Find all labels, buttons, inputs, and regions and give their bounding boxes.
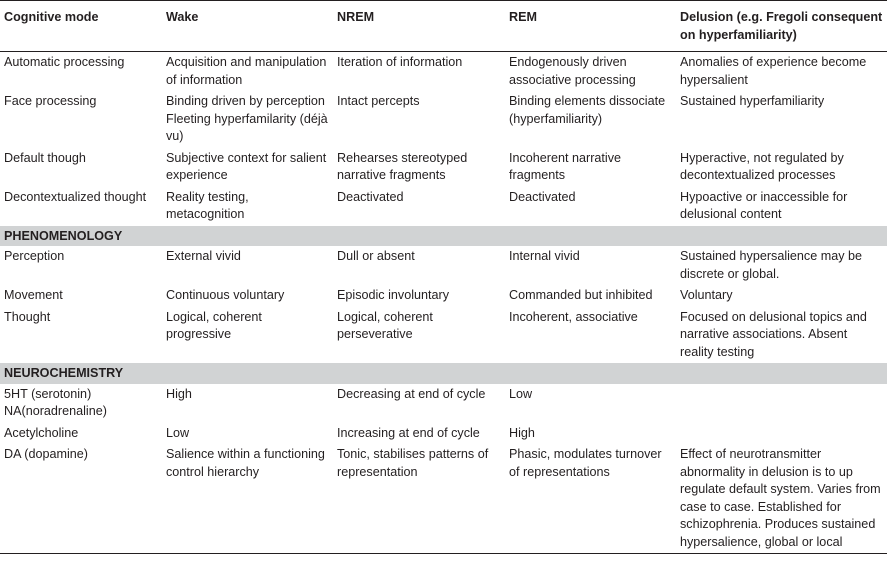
table-cell: Acetylcholine [4, 425, 79, 440]
header-cognitive-mode: Cognitive mode [0, 1, 162, 52]
table-cell: Commanded but inhibited [509, 288, 653, 302]
table-row [0, 444, 887, 554]
table-cell: Default though [4, 150, 86, 165]
table-cell: Phasic, modulates turnover of representations [505, 444, 676, 554]
table-cell: Internal vivid [509, 249, 580, 263]
table-row [0, 285, 887, 307]
table-cell: Acquisition and manipulation of information [166, 55, 327, 87]
table-cell: Automatic processing [4, 55, 125, 69]
table-row [0, 52, 887, 92]
table-cell: Continuous voluntary [166, 288, 285, 302]
table-cell: Binding elements dissociate (hyperfamiliarity) [509, 94, 666, 126]
table-cell: Sustained hypersalience may be discrete or global. [680, 249, 863, 281]
table-cell: Voluntary [680, 288, 733, 302]
table-cell: Focused on delusional topics and narrative associations. Absent reality testing [680, 309, 867, 359]
table-cell: Iteration of information [337, 55, 463, 69]
table-row [0, 384, 887, 423]
header-delusion: Delusion (e.g. Fregoli consequent on hyperfamiliarity) [676, 1, 887, 52]
table-row [0, 148, 887, 187]
table-cell: Binding driven by perception Fleeting hyperfamilarity (déjà vu) [166, 94, 328, 143]
header-wake: Wake [162, 1, 333, 52]
table-cell: Deactivated [337, 189, 404, 204]
section-title: PHENOMENOLOGY [0, 226, 887, 247]
table-cell: Hyperactive, not regulated by decontextualized processes [680, 150, 844, 182]
table-cell: Reality testing, metacognition [166, 189, 249, 221]
table-cell: Incoherent narrative fragments [509, 150, 622, 182]
table-cell: Intact percepts [337, 94, 420, 108]
table-cell: Logical, coherent perseverative [337, 309, 433, 341]
table-cell: Logical, coherent progressive [166, 309, 262, 341]
table-cell: Movement [4, 288, 63, 302]
section-header-phenomenology [0, 226, 887, 247]
table-cell: Dull or absent [337, 249, 415, 263]
table-row [0, 246, 887, 285]
table-row [0, 423, 887, 445]
table-row [0, 91, 887, 148]
table-cell: High [166, 386, 192, 401]
table-cell: Salience within a functioning control hierarchy [162, 444, 333, 554]
table-cell: Hypoactive or inaccessible for delusional content [680, 189, 848, 221]
table-cell [676, 423, 887, 445]
table-cell: Rehearses stereotyped narrative fragments [337, 150, 468, 182]
table-cell: Increasing at end of cycle [337, 425, 480, 440]
header-row [0, 1, 887, 52]
table-cell: Endogenously driven associative processing [509, 55, 636, 87]
table-cell: Low [166, 425, 190, 440]
table-cell: Low [509, 386, 533, 401]
table-cell: Deactivated [509, 189, 576, 204]
table-cell: Anomalies of experience become hypersalient [680, 55, 867, 87]
header-nrem: NREM [333, 1, 505, 52]
table-cell: High [509, 425, 535, 440]
section-header-neurochemistry [0, 363, 887, 384]
table-cell [676, 384, 887, 423]
table-cell: Face processing [4, 94, 97, 108]
section-title: NEUROCHEMISTRY [0, 363, 887, 384]
table-cell: External vivid [166, 249, 241, 263]
table-cell: Subjective context for salient experience [166, 150, 327, 182]
table-cell: 5HT (serotonin) NA(noradrenaline) [4, 386, 107, 418]
table-cell: Incoherent, associative [509, 309, 638, 324]
table-cell: Decreasing at end of cycle [337, 386, 486, 401]
table-cell: Tonic, stabilises patterns of representation [333, 444, 505, 554]
table-row [0, 187, 887, 226]
table-cell: Effect of neurotransmitter abnormality in delusion is to up regulate default system. Varies from case to case. Established for schizophrenia. Produces sustained hypersalience, global or local [676, 444, 887, 554]
table-cell: Perception [4, 249, 65, 263]
table-cell: Sustained hyperfamiliarity [680, 94, 825, 108]
table-cell: Thought [4, 309, 51, 324]
header-rem: REM [505, 1, 676, 52]
table-cell: Decontextualized thought [4, 189, 147, 204]
table-row [0, 307, 887, 364]
table-cell: Episodic involuntary [337, 288, 450, 302]
table-cell: DA (dopamine) [0, 444, 162, 554]
